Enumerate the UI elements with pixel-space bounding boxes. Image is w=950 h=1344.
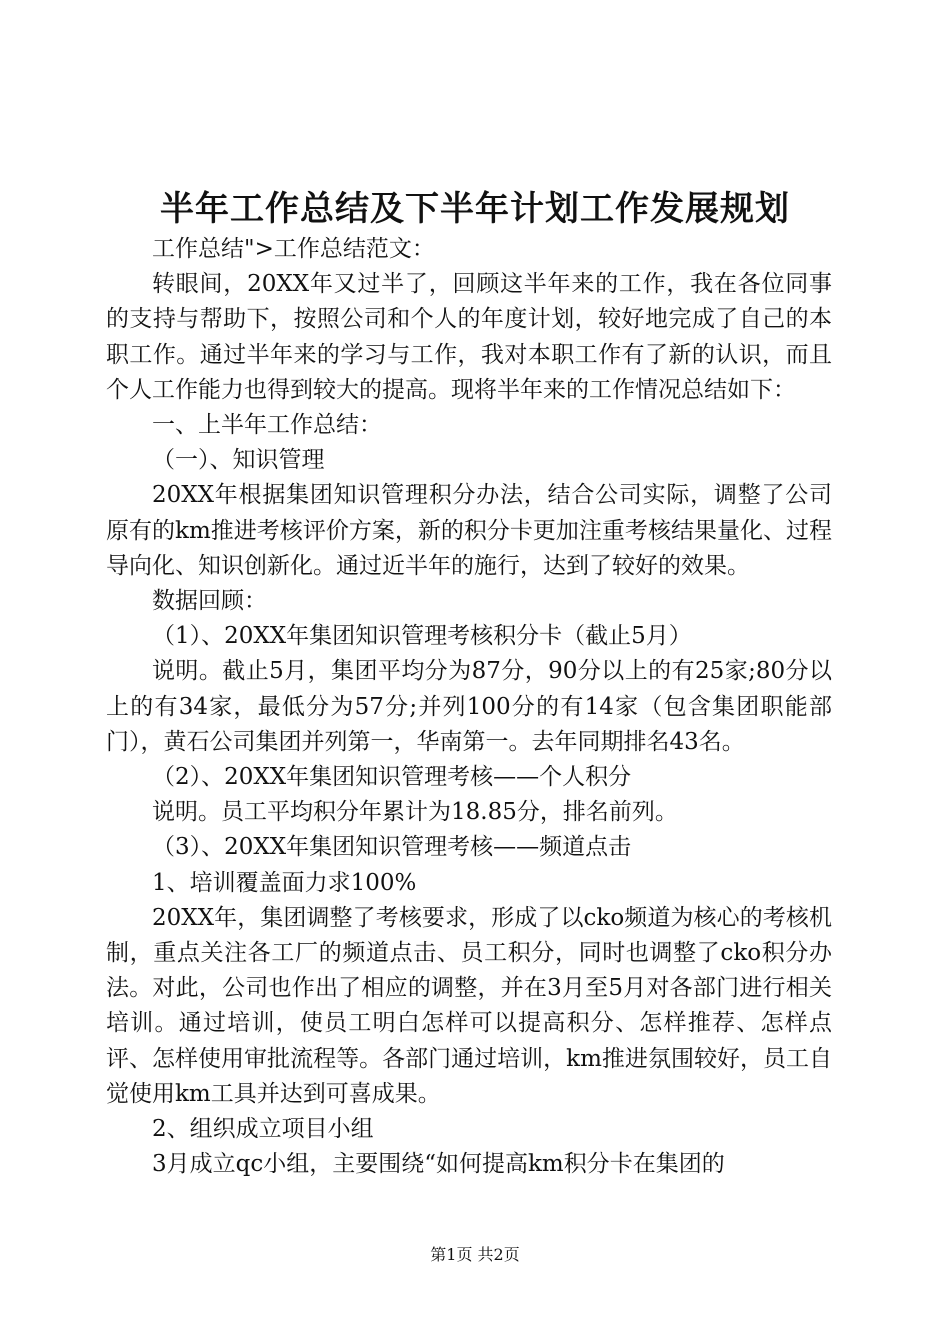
item-heading-personal-points: （2）、20XX年集团知识管理考核——个人积分 [152, 764, 632, 791]
item-heading-scorecard: （1）、20XX年集团知识管理考核积分卡（截止5月） [152, 623, 692, 650]
paragraph-knowledge-management: 20XX年根据集团知识管理积分办法，结合公司实际，调整了公司原有的km推进考核评价方案，新的积分卡更加注重考核结果量化、过程导向化、知识创新化。通过近半年的施行，达到了较好的效果。 [106, 482, 832, 579]
page-title: 半年工作总结及下半年计划工作发展规划 [160, 189, 790, 229]
paragraph-data-review-label: 数据回顾： [152, 588, 267, 615]
paragraph-intro-label: 工作总结">工作总结范文： [152, 236, 435, 262]
paragraph-project-team: 3月成立qc小组，主要围绕“如何提高km积分卡在集团的 [152, 1151, 725, 1178]
paragraph-scorecard-note: 说明。截止5月，集团平均分为87分，90分以上的有25家;80分以上的有34家，最低分为57分;并列100分的有14家（包含集团职能部门），黄石公司集团并列第一，华南第一。去年同期排名43名。 [106, 658, 832, 755]
point-heading-training-coverage: 1、培训覆盖面力求100% [152, 869, 417, 896]
item-heading-channel-clicks: （3）、20XX年集团知识管理考核——频道点击 [152, 834, 632, 861]
page-footer: 第1页 共2页 [430, 1245, 520, 1264]
point-heading-project-team: 2、组织成立项目小组 [152, 1116, 374, 1143]
document-body [106, 232, 832, 1182]
section-heading-first-half-summary: 一、上半年工作总结： [152, 412, 382, 439]
paragraph-personal-points-note: 说明。员工平均积分年累计为18.85分，排名前列。 [152, 799, 678, 826]
paragraph-training-coverage: 20XX年，集团调整了考核要求，形成了以cko频道为核心的考核机制，重点关注各工厂的频道点击、员工积分，同时也调整了cko积分办法。对此，公司也作出了相应的调整，并在3月至5月对各部门进行相关培训。通过培训，使员工明白怎样可以提高积分、怎样推荐、怎样点评、怎样使用审批流程等。各部门通过培训，km推进氛围较好，员工自觉使用km工具并达到可喜成果。 [106, 904, 832, 1107]
subsection-heading-knowledge-management: （一）、知识管理 [152, 447, 325, 474]
paragraph-opening: 转眼间，20XX年又过半了，回顾这半年来的工作，我在各位同事的支持与帮助下，按照公司和个人的年度计划，较好地完成了自己的本职工作。通过半年来的学习与工作，我对本职工作有了新的认识，而且个人工作能力也得到较大的提高。现将半年来的工作情况总结如下： [106, 271, 832, 403]
